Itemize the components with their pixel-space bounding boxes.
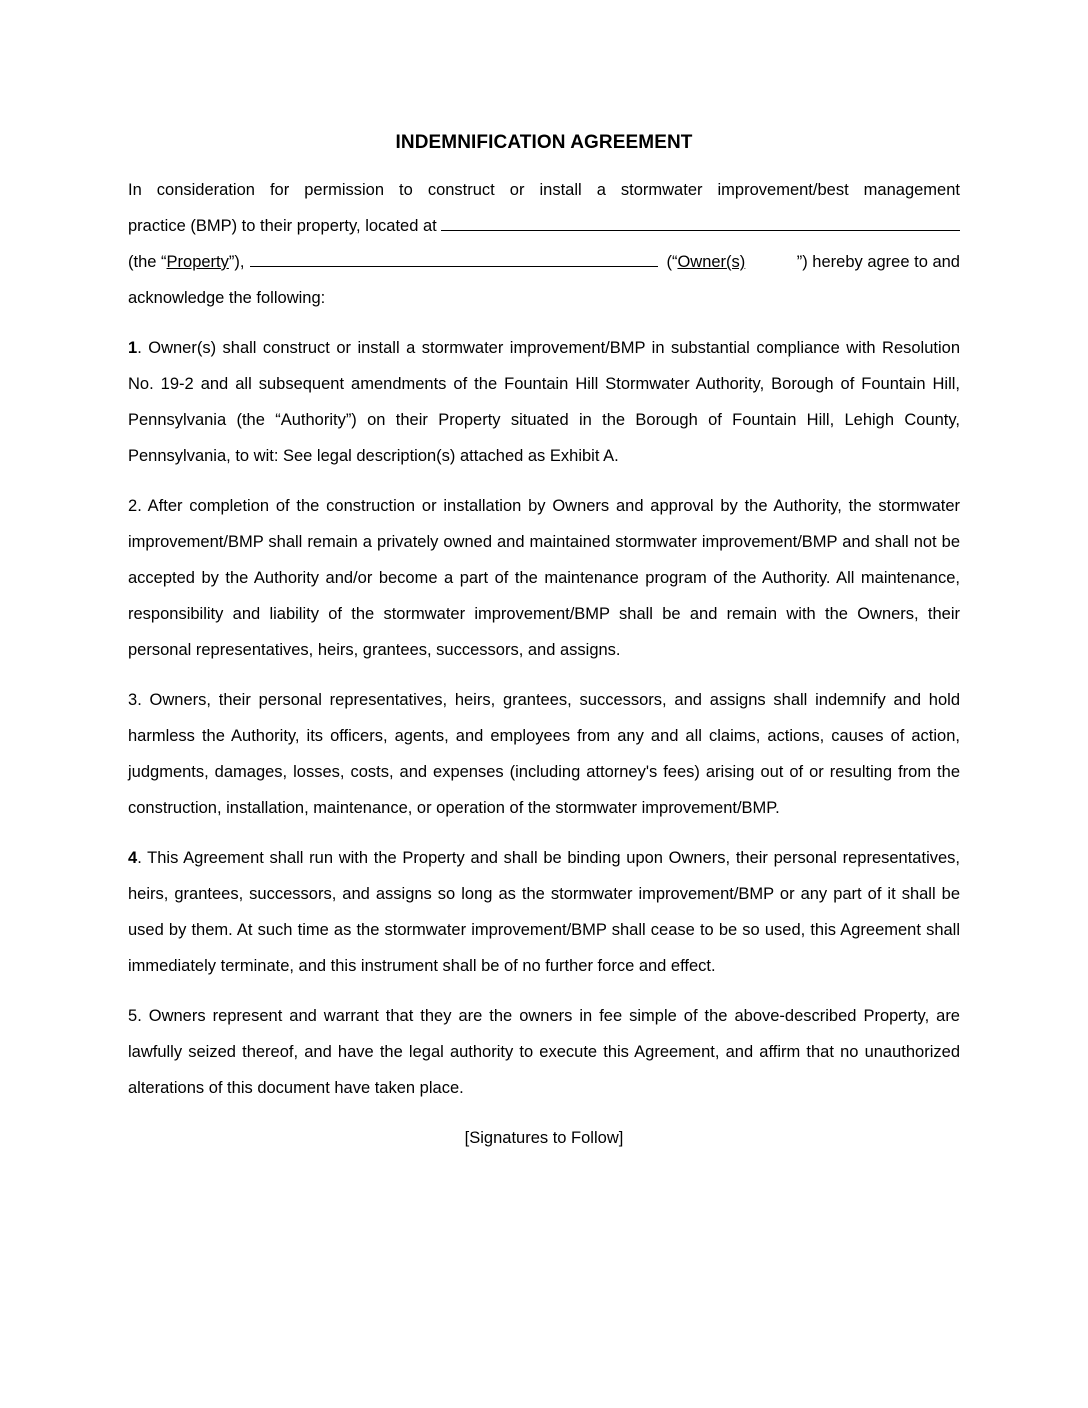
intro-paragraph bbox=[128, 172, 960, 316]
clause-3 bbox=[128, 682, 960, 826]
intro-line-2 bbox=[128, 208, 960, 244]
clause-text: . Owners, their personal representatives, heirs, grantees, successors, and assigns shall indemnify and hold harmless the Authority, its officers, agents, and employees from any and all claims, actions, causes of action, judgments, damages, losses, costs, and expenses (including attorney's fees) arising out of or resulting from the construction, installation, maintenance, or operation of the stormwater improvement/BMP. bbox=[128, 691, 960, 817]
clause-number: 2 bbox=[128, 497, 138, 515]
owners-term: Owner(s) bbox=[677, 253, 746, 271]
clause-text: . Owners represent and warrant that they are the owners in fee simple of the above-described Property, are lawfully seized thereof, and have the legal authority to execute this Agreement, and affirm that no unauthorized alterations of this document have taken place. bbox=[128, 1007, 960, 1097]
clause-text: . Owner(s) shall construct or install a stormwater improvement/BMP in substantial compliance with Resolution No. 19-2 and all subsequent amendments of the Fountain Hill Stormwater Authority, Borough of Fountain Hill, Pennsylvania (the “Authority”) on their Property situated in the Borough of Fountain Hill, Lehigh County, Pennsylvania, to wit: See legal description(s) attached as Exhibit A. bbox=[128, 339, 960, 465]
clause-2 bbox=[128, 488, 960, 668]
property-term-open: (the “ bbox=[128, 253, 167, 271]
document-body bbox=[128, 128, 960, 1156]
clause-4 bbox=[128, 840, 960, 984]
clause-number: 4 bbox=[128, 849, 138, 867]
owners-term-open: (“ bbox=[666, 253, 678, 271]
intro-line-1: In consideration for permission to construct or install a stormwater improvement/best management bbox=[128, 181, 960, 199]
signatures-note: [Signatures to Follow] bbox=[464, 1129, 624, 1147]
document-title: INDEMNIFICATION AGREEMENT bbox=[395, 132, 693, 153]
property-term: Property bbox=[166, 253, 229, 271]
owners-name-field[interactable] bbox=[250, 248, 658, 267]
property-location-label: practice (BMP) to their property, located at bbox=[128, 217, 437, 235]
property-term-close: ”), bbox=[228, 253, 245, 271]
clause-text: . After completion of the construction or installation by Owners and approval by the Authority, the stormwater improvement/BMP shall remain a privately owned and maintained stormwater improvement/BMP and shall not be accepted by the Authority and/or become a part of the maintenance program of the Authority. All maintenance, responsibility and liability of the stormwater improvement/BMP shall be and remain with the Owners, their personal representatives, heirs, grantees, successors, and assigns. bbox=[128, 497, 960, 659]
intro-line-4: acknowledge the following: bbox=[128, 289, 326, 307]
clause-1 bbox=[128, 330, 960, 474]
clause-number: 1 bbox=[128, 339, 138, 357]
intro-line-3 bbox=[128, 244, 960, 280]
clause-number: 3 bbox=[128, 691, 138, 709]
property-location-field[interactable] bbox=[441, 212, 960, 231]
clause-text: . This Agreement shall run with the Property and shall be binding upon Owners, their personal representatives, heirs, grantees, successors, and assigns so long as the stormwater improvement/BMP or any part of it shall be used by them. At such time as the stormwater improvement/BMP shall cease to be so used, this Agreement shall immediately terminate, and this instrument shall be of no further force and effect. bbox=[128, 849, 960, 975]
clause-5 bbox=[128, 998, 960, 1106]
owners-term-close: ”) hereby agree to and bbox=[796, 253, 960, 271]
clause-number: 5 bbox=[128, 1007, 138, 1025]
